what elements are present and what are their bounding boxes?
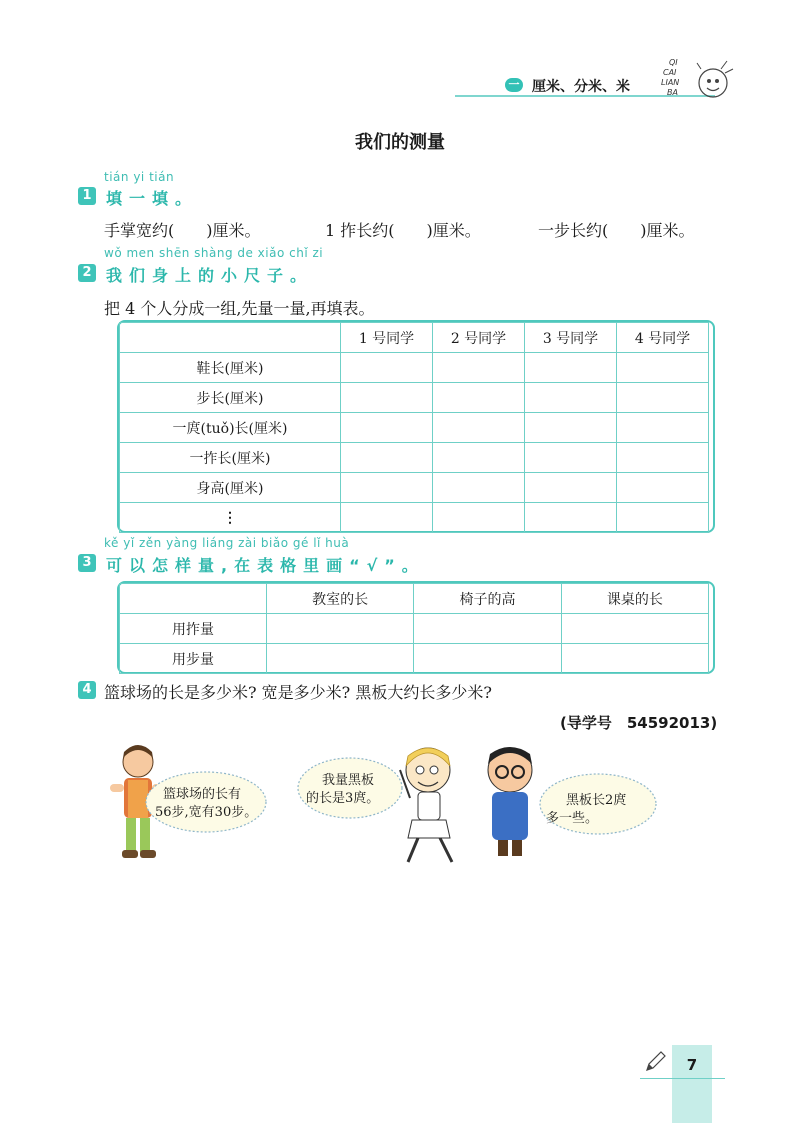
table-row	[120, 353, 709, 383]
blank-cell[interactable]	[525, 443, 617, 473]
table-header-cell: 教室的长	[267, 584, 414, 614]
logo-letters-2: CAI	[663, 68, 677, 77]
row-label: ⋮	[120, 503, 341, 533]
q1-number: 1	[78, 187, 96, 205]
row-label: 鞋长(厘米)	[120, 353, 341, 383]
blank-cell[interactable]	[525, 503, 617, 533]
blank-cell[interactable]	[433, 353, 525, 383]
qicailianba-logo	[655, 55, 735, 110]
girl-speech-line-1: 我量黑板	[322, 773, 375, 788]
table-row	[120, 614, 709, 644]
q2-number: 2	[78, 264, 96, 282]
footer-rule	[640, 1078, 725, 1079]
teacher-speech-line-2: 多一些。	[546, 811, 599, 826]
blank-cell[interactable]	[617, 413, 709, 443]
row-label: 用拃量	[120, 614, 267, 644]
row-label: 步长(厘米)	[120, 383, 341, 413]
q4-question: 篮球场的长是多少米? 宽是多少米? 黑板大约长多少米?	[104, 683, 492, 702]
q4-number: 4	[78, 681, 96, 699]
blank-cell[interactable]	[433, 413, 525, 443]
q3-heading: 可以怎样量,在表格里画“√”。	[106, 556, 425, 575]
unit-badge: 一	[505, 78, 523, 92]
boy-speech-line-2: 56步,宽有30步。	[155, 805, 258, 820]
pencil-icon	[643, 1050, 667, 1074]
row-label: 一庹(tuǒ)长(厘米)	[120, 413, 341, 443]
row-label: 身高(厘米)	[120, 473, 341, 503]
table-header-row	[120, 323, 709, 353]
check-cell[interactable]	[267, 614, 414, 644]
blank-cell[interactable]	[341, 473, 433, 503]
teacher-figure	[488, 747, 532, 856]
blank-cell[interactable]	[433, 503, 525, 533]
table-header-cell: 椅子的高	[414, 584, 561, 614]
table-header-row	[120, 584, 709, 614]
q1-pinyin: tián yi tián	[104, 170, 175, 184]
table-row	[120, 503, 709, 533]
blank-cell[interactable]	[433, 443, 525, 473]
blank-cell[interactable]	[341, 383, 433, 413]
q2-pinyin: wǒ men shēn shàng de xiǎo chǐ zi	[104, 246, 324, 260]
check-cell[interactable]	[267, 644, 414, 674]
q1-item-step: 一步长约( )厘米。	[538, 221, 695, 240]
q3-pinyin: kě yǐ zěn yàng liáng zài biǎo gé lǐ huà	[104, 536, 350, 550]
blank-cell[interactable]	[617, 503, 709, 533]
table-row	[120, 443, 709, 473]
table-header-cell	[120, 584, 267, 614]
blank-cell[interactable]	[617, 443, 709, 473]
table-header-cell: 2 号同学	[433, 323, 525, 353]
table-header-cell: 1 号同学	[341, 323, 433, 353]
blank-cell[interactable]	[617, 383, 709, 413]
row-label: 用步量	[120, 644, 267, 674]
table-header-cell	[120, 323, 341, 353]
q2-heading: 我们身上的小尺子。	[106, 266, 314, 285]
table-row	[120, 644, 709, 674]
page-number: 7	[686, 1056, 698, 1074]
table-row	[120, 473, 709, 503]
logo-letters-4: BA	[667, 88, 678, 97]
blank-cell[interactable]	[525, 353, 617, 383]
table-row	[120, 383, 709, 413]
q1-heading: 填一填。	[106, 189, 199, 208]
q2-measure-table	[119, 322, 709, 533]
boy-speech-line-1: 篮球场的长有	[163, 787, 242, 802]
blank-cell[interactable]	[341, 443, 433, 473]
blank-cell[interactable]	[617, 473, 709, 503]
guide-number: (导学号 54592013)	[560, 714, 718, 732]
page-title: 我们的测量	[355, 132, 445, 153]
blank-cell[interactable]	[525, 473, 617, 503]
blank-cell[interactable]	[525, 413, 617, 443]
girl-speech-line-2: 的长是3庹。	[306, 791, 380, 806]
blank-cell[interactable]	[341, 353, 433, 383]
row-label: 一拃长(厘米)	[120, 443, 341, 473]
logo-letters-3: LIAN	[661, 78, 680, 87]
blank-cell[interactable]	[617, 353, 709, 383]
table-header-cell: 4 号同学	[617, 323, 709, 353]
q1-item-palm: 手掌宽约( )厘米。	[104, 221, 261, 240]
girl-figure	[400, 748, 452, 862]
blank-cell[interactable]	[525, 383, 617, 413]
teacher-speech-line-1: 黑板长2庹	[566, 793, 627, 808]
table-header-cell: 3 号同学	[525, 323, 617, 353]
unit-title: 厘米、分米、米	[532, 79, 630, 95]
logo-letters-1: QI	[669, 58, 678, 67]
q3-number: 3	[78, 554, 96, 572]
table-header-cell: 课桌的长	[561, 584, 708, 614]
check-cell[interactable]	[561, 644, 708, 674]
check-cell[interactable]	[561, 614, 708, 644]
q2-instruction: 把 4 个人分成一组,先量一量,再填表。	[104, 299, 375, 318]
blank-cell[interactable]	[341, 503, 433, 533]
blank-cell[interactable]	[433, 473, 525, 503]
check-cell[interactable]	[414, 614, 561, 644]
blank-cell[interactable]	[341, 413, 433, 443]
q1-item-span: 1 拃长约( )厘米。	[325, 221, 481, 240]
blank-cell[interactable]	[433, 383, 525, 413]
table-row	[120, 413, 709, 443]
check-cell[interactable]	[414, 644, 561, 674]
q3-method-table	[119, 583, 709, 674]
